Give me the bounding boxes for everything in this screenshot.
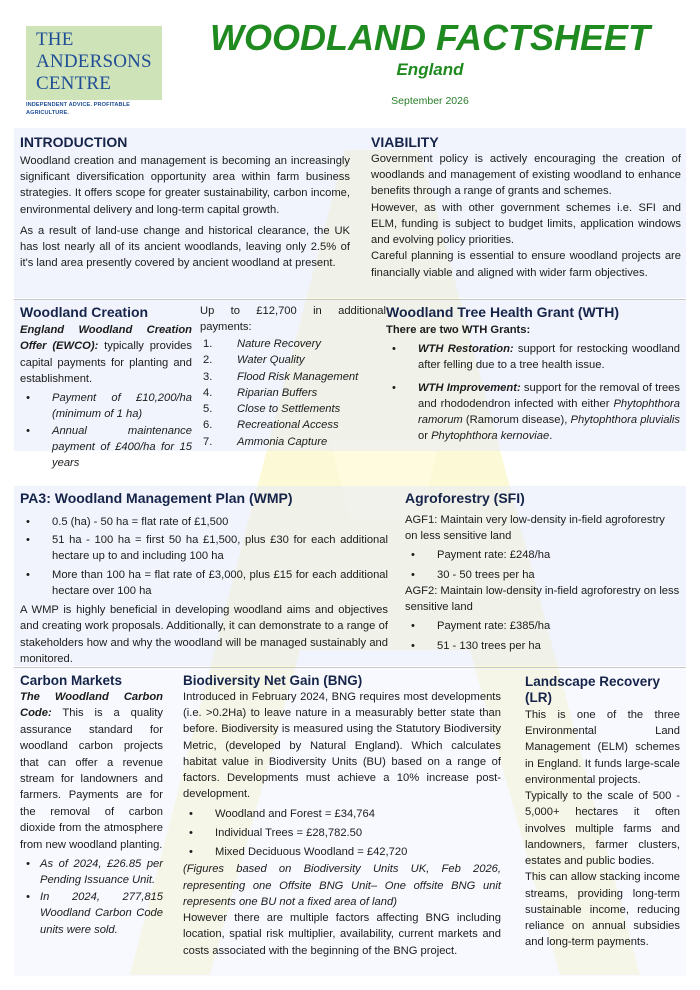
list-item: • Payment rate: £248/ha [405,547,680,563]
list-item: • WTH Improvement: support for the removal of trees and rhododendron infected with either Phytophthora ramorum (Ramorum disease), Phytophthora pluvialis or Phytophthora kernoviae. [386,380,680,445]
section-heading: Woodland Tree Health Grant (WTH) [386,304,620,320]
paragraph: Introduced in February 2024, BNG requires most developments (i.e. >0.2Ha) to leave nature in a measurably better state than before. Biodiversity is measured using the Statutory Biodiversity Metric, (developed by Natural England). Which calculates habitat value in Biodiversity Units (BU) based on a range of factors. Developments must achieve a 10% increase post-development. [183,691,501,801]
paragraph: This is one of the three Environmental Land Management (ELM) schemes in England. It funds large-scale environmental projects. [525,709,680,786]
paragraph: AGF2: Maintain low-density in-field agroforestry on less sensitive land [405,584,680,614]
paragraph: There are two WTH Grants: [386,324,531,336]
list-item: • Individual Trees = £28,782.50 [183,825,501,841]
additional-list [200,336,386,450]
paragraph: A WMP is highly beneficial in developing woodland aims and objectives and creating work proposals. Additionally, it can demonstrate to a range of stakeholders how and why the woodland will be managed sustainably and monitored. [20,604,388,665]
section-heading: VIABILITY [371,134,439,150]
bng-bullets [183,806,501,861]
logo-line: ANDERSONS [36,51,152,72]
list-item: • As of 2024, £26.85 per Pending Issuance Unit. [20,856,163,889]
list-item: • Annual maintenance payment of £400/ha for 15 years [20,423,192,472]
section-heading: Landscape Recovery (LR) [525,674,661,705]
list-item: 3. Flood Risk Management [203,370,359,383]
section-landscape-recovery [525,674,680,954]
section-heading: INTRODUCTION [20,134,128,150]
list-item: • 0.5 (ha) - 50 ha = flat rate of £1,500 [20,514,388,530]
logo-tagline: INDEPENDENT ADVICE. PROFITABLE AGRICULTURE. [26,102,131,117]
list-item: 2. Water Quality [203,354,305,367]
paragraph [20,322,192,387]
offer-label: England Woodland Creation Offer (EWCO): [20,324,192,353]
list-item: • Payment rate: £385/ha [405,618,680,634]
wth-bullets [386,341,680,444]
paragraph: As a result of land-use change and historical clearance, the UK has lost nearly all of its ancient woodlands, leaving only 2.5% of it's land area presently covered by ancient woodland at present. [20,224,350,270]
list-item: • Woodland and Forest = £34,764 [183,806,501,822]
offer-text: typically provides capital payments for planting and establishment. [20,340,192,385]
section-additional-payments [200,303,386,450]
paragraph: Government policy is actively encouraging the creation of woodlands and management of existing woodland to enhance benefits through a range of grants and schemes. [371,153,681,198]
section-wth [386,304,680,445]
paragraph: However, as with other government schemes i.e. SFI and ELM, funding is subject to budget limits, application windows and evolving policy priorities. [371,201,681,247]
section-carbon-markets [20,672,163,938]
logo [26,26,162,100]
paragraph: AGF1: Maintain very low-density in-field agroforestry on less sensitive land [405,514,665,543]
agf1-bullets [405,547,680,582]
list-item: 1. Nature Recovery [203,338,321,350]
list-item: 6. Recreational Access [203,419,339,432]
paragraph: (Figures based on Biodiversity Units UK, Feb 2026, representing one Offsite BNG Unit– One offsite BNG unit represents one BU not a fixed area of land) [183,863,501,908]
logo-line: CENTRE [36,73,112,94]
list-item: • Mixed Deciduous Woodland = £42,720 [183,844,501,860]
paragraph: However there are multiple factors affecting BNG including location, spatial risk multiplier, availability, current markets and costs associated with the beginning of the BNG project. [183,912,501,957]
page-title: WOODLAND FACTSHEET [210,17,650,58]
section-agroforestry [405,490,680,654]
list-item: • 51 ha - 100 ha = first 50 ha £1,500, plus £30 for each additional hectare up to and including 100 ha [20,532,388,564]
section-heading: PA3: Woodland Management Plan (WMP) [20,490,293,506]
section-woodland-creation [20,304,192,472]
list-item: • In 2024, 277,815 Woodland Carbon Code units were sold. [20,889,163,938]
section-heading: Carbon Markets [20,673,123,688]
paragraph: Careful planning is essential to ensure woodland projects are financially viable and aligned with wider farm objectives. [371,250,681,279]
logo-line: THE [36,29,74,50]
paragraph: Up to £12,700 in additional payments: [200,305,386,333]
list-item: 4. Riparian Buffers [203,386,318,399]
list-item: • More than 100 ha = flat rate of £3,000, plus £15 for each additional hectare over 100 ha [20,567,388,599]
paragraph: This can allow stacking income streams, providing long-term sustainable income, reducing reliance on annual subsidies and long-term payments. [525,871,680,949]
paragraph: Woodland creation and management is becoming an increasingly significant diversification opportunity area within farm business strategies. It offers scope for greater sustainability, carbon income, environmental delivery and long-term capital growth. [20,155,350,216]
agf2-bullets [405,618,680,653]
page-date: September 2026 [391,95,469,107]
list-item: 7. Ammonia Capture [203,435,328,448]
section-heading: Agroforestry (SFI) [405,490,525,506]
page-subtitle: England [396,60,464,79]
list-item: • 30 - 50 trees per ha [405,567,680,583]
list-item: • Payment of £10,200/ha (minimum of 1 ha) [20,390,192,423]
list-item: 5. Close to Settlements [203,403,341,416]
paragraph: Typically to the scale of 500 - 5,000+ hectares it often involves multiple farms and landowners, farmer clusters, estates and public bodies. [525,790,680,868]
section-viability [371,134,681,284]
wmp-bullets [20,514,388,599]
section-bng [183,672,501,962]
paragraph: The Woodland Carbon Code: This is a quality assurance standard for woodland carbon projects that can offer a revenue stream for landowners and farmers. Payments are for the removal of carbon dioxide from the atmosphere from new woodland planting. [20,691,163,851]
creation-bullets [20,390,192,471]
carbon-bullets [20,856,163,938]
list-item: • 51 - 130 trees per ha [405,638,680,654]
section-heading: Biodiversity Net Gain (BNG) [183,673,363,688]
section-introduction [20,134,350,275]
section-heading: Woodland Creation [20,304,149,320]
section-wmp [20,490,388,670]
list-item: • WTH Restoration: support for restocking woodland after felling due to a tree health issue. [386,341,680,373]
